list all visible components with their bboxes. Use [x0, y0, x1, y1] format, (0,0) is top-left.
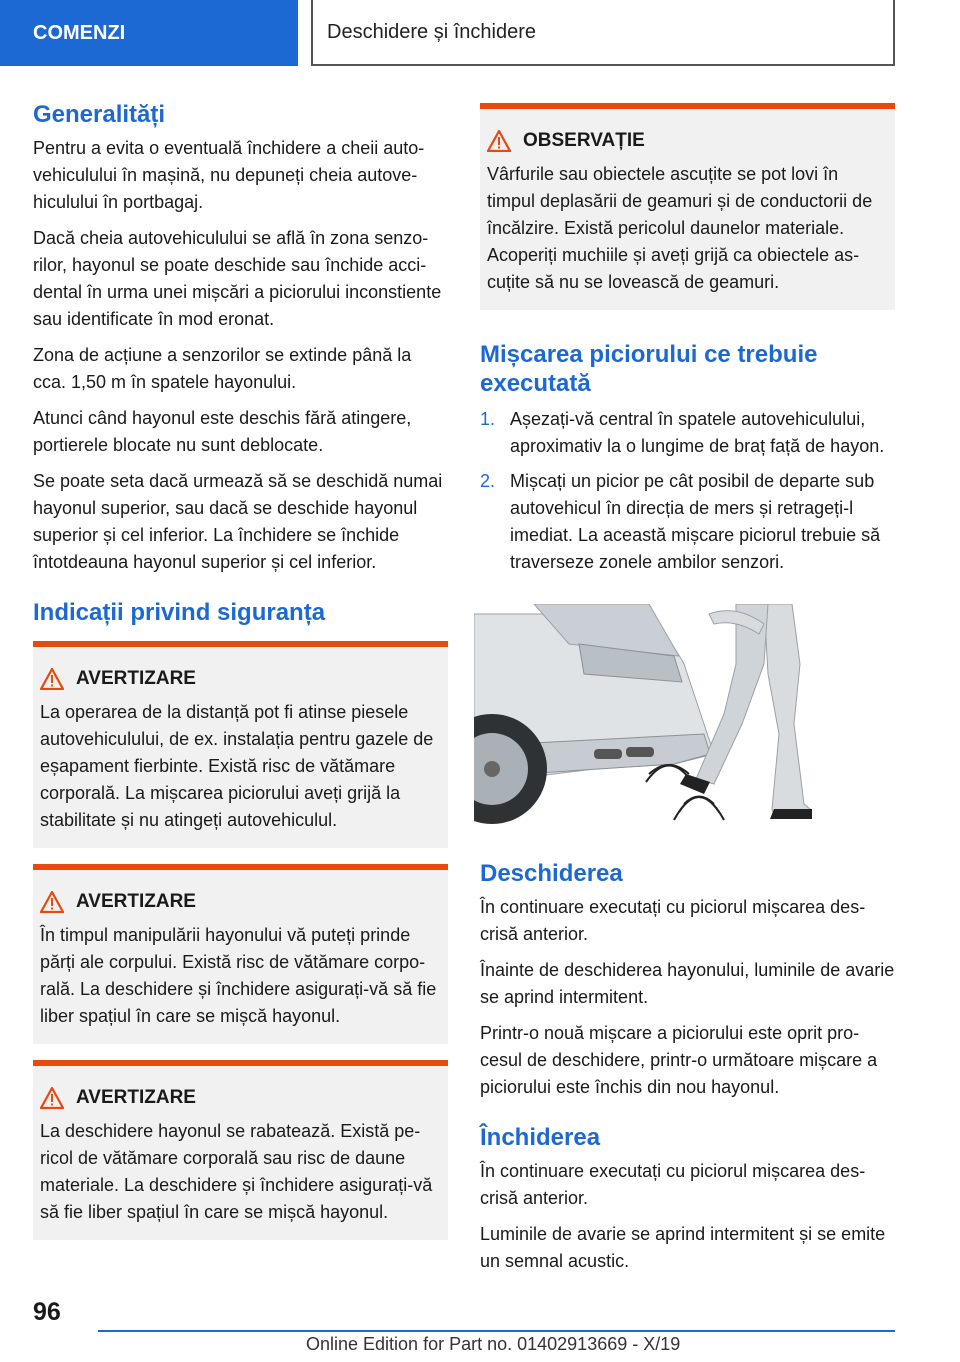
paragraph: Dacă cheia autovehiculului se află în zona senzorilor, hayonul se poate deschide sau închide accidental în urma unei mișcări a piciorului inconstiente sau identificate în mod eronat. — [33, 228, 442, 329]
safety-heading: Indicații privind siguranța — [33, 599, 326, 626]
opening-heading: Deschiderea — [480, 860, 623, 887]
list-item — [480, 468, 895, 576]
notice-text: Vârfurile sau obiectele ascuțite se pot lovi în timpul deplasării de geamuri și de conductorii de încălzire. Există pericolul daunelor materiale. Acoperiți muchiile și aveți grijă ca obiectele ascuțite să nu se lovească de geamuri. — [487, 164, 873, 292]
warning-triangle-icon — [40, 668, 64, 690]
chapter-label: Deschidere și închidere — [327, 20, 536, 43]
paragraph: Luminile de avarie se aprind intermitent și se emite un semnal acustic. — [480, 1224, 886, 1271]
left-column — [33, 100, 448, 1256]
warning-box — [33, 641, 448, 848]
warning-text: La operarea de la distanță pot fi atinse piesele autovehiculului, de ex. instalația pentru gazele de eșapament fierbinte. Există risc de vătămare corporală. La mișcarea piciorului aveți grijă la stabilitate și nu atingeți autovehiculul. — [40, 702, 434, 830]
general-heading: Generalități — [33, 101, 166, 128]
warning-text: La deschidere hayonul se rabatează. Există pericol de vătămare corporală sau risc de daune materiale. La deschidere și închidere asigurați-vă să fie liber spațiul în care se mișcă hayonul. — [40, 1121, 433, 1222]
closing-heading: Închiderea — [480, 1124, 601, 1151]
notice-label: OBSERVAȚIE — [523, 130, 645, 151]
paragraph: Printr-o nouă mișcare a piciorului este oprit procesul de deschidere, printr-o următoare mișcare a piciorului este închis din nou hayonul. — [480, 1023, 878, 1097]
right-column — [480, 103, 895, 1284]
paragraph: Se poate seta dacă urmează să se deschidă numai hayonul superior, sau dacă se deschide hayonul superior și cel inferior. La închidere se închide întotdeauna hayonul superior și cel inferior. — [33, 471, 443, 572]
edition-footer: Online Edition for Part no. 01402913669 - X/19 — [306, 1334, 681, 1354]
warning-triangle-icon — [40, 1087, 64, 1109]
step-number: 2. — [480, 471, 496, 491]
steps-list — [480, 406, 895, 576]
section-tab — [0, 0, 298, 66]
step-text: Mișcați un picior pe cât posibil de departe sub autovehicul în direcția de mers și retrageți-l imediat. La această mișcare piciorul trebuie să traverseze zonele ambilor senzori. — [510, 471, 881, 572]
paragraph: Atunci când hayonul este deschis fără atingere, portierele blocate nu sunt deblocate. — [33, 408, 412, 455]
page-number: 96 — [33, 1298, 61, 1326]
step-number: 1. — [480, 409, 496, 429]
warning-triangle-icon — [487, 130, 511, 152]
motion-heading: Mișcarea piciorului ce trebuie executată — [480, 341, 818, 397]
warning-label: AVERTIZARE — [76, 891, 196, 912]
warning-box — [33, 1060, 448, 1240]
foot-gesture-illustration — [474, 604, 812, 826]
list-item — [480, 406, 895, 460]
footer-divider — [98, 1330, 895, 1332]
warning-label: AVERTIZARE — [76, 1087, 196, 1108]
warning-label: AVERTIZARE — [76, 668, 196, 689]
paragraph: Pentru a evita o eventuală închidere a cheii autovehiculului în mașină, nu depuneți cheia autovehiculului în portbagaj. — [33, 138, 425, 212]
warning-text: În timpul manipulării hayonului vă puteți prinde părți ale corpului. Există risc de vătămare corporală. La deschidere și închidere asigurați-vă să fie liber spațiul în care se mișcă hayonul. — [40, 925, 437, 1026]
paragraph: Zona de acțiune a senzorilor se extinde până la cca. 1,50 m în spatele hayonului. — [33, 345, 412, 392]
warning-box — [33, 864, 448, 1044]
section-label: COMENZI — [33, 21, 126, 44]
chapter-header — [311, 0, 895, 66]
paragraph: Înainte de deschiderea hayonului, luminile de avarie se aprind intermitent. — [480, 960, 895, 1007]
step-text: Așezați-vă central în spatele autovehiculului, aproximativ la o lungime de braț față de hayon. — [510, 409, 885, 456]
paragraph: În continuare executați cu piciorul mișcarea descrisă anterior. — [480, 1161, 866, 1208]
warning-triangle-icon — [40, 891, 64, 913]
paragraph: În continuare executați cu piciorul mișcarea descrisă anterior. — [480, 897, 866, 944]
notice-box — [480, 103, 895, 310]
